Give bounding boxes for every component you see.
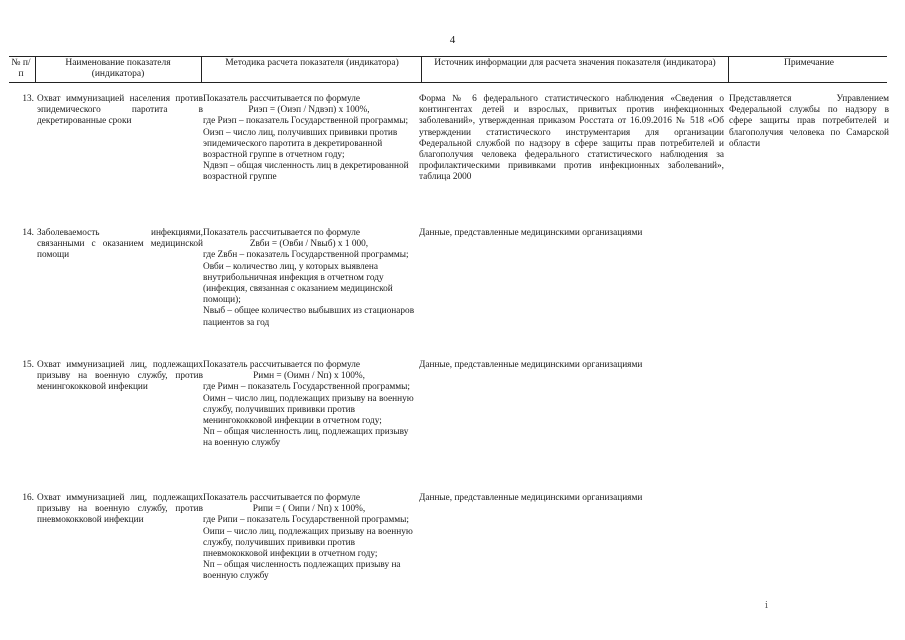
calculation-method xyxy=(203,228,415,329)
row-number: 13. xyxy=(22,94,34,104)
method-line: Показатель рассчитывается по формуле xyxy=(203,94,361,104)
method-formula: Рипи = ( Оипи / Nп) х 100%, xyxy=(252,504,366,515)
header-source: Источник информации для расчета значения показателя (индикатора) xyxy=(434,58,716,68)
row-number: 16. xyxy=(22,493,34,503)
method-line: Nп – общая численность лиц, подлежащих призыву на военную службу xyxy=(203,427,409,449)
indicator-name: Охват иммунизацией населения против эпидемического паротита в декретированные сроки xyxy=(37,94,203,127)
method-formula: Риэп = (Оиэп / Nдвэп) х 100%, xyxy=(248,105,370,116)
method-line: Оимн – число лиц, подлежащих призыву на военную службу, получивших прививки против менингококковой инфекции в отчетном году; xyxy=(203,393,414,427)
method-line: Показатель рассчитывается по формуле xyxy=(203,360,361,370)
method-line: где Рипи – показатель Государственной программы; xyxy=(203,515,410,526)
method-line: Nп – общая численность подлежащих призыву на военную службу xyxy=(203,560,401,582)
method-line: Оипи – число лиц, подлежащих призыву на военную службу, получивших прививки против пневмококковой инфекции в отчетном году; xyxy=(203,526,413,560)
scan-mark: ⅰ xyxy=(765,600,768,610)
method-formula: Римн = (Оимн / Nп) х 100%, xyxy=(253,371,365,382)
method-line: Показатель рассчитывается по формуле xyxy=(203,228,361,238)
information-source: Данные, представленные медицинскими организациями xyxy=(419,228,643,238)
method-line: где Zвбн – показатель Государственной программы; xyxy=(203,250,409,261)
row-number: 14. xyxy=(22,228,34,238)
table-header xyxy=(9,56,887,83)
row-number: 15. xyxy=(22,360,34,370)
header-num: № п/п xyxy=(11,58,31,79)
method-line: Оиэп – число лиц, получивших прививки против эпидемического паротита в декретированной возрастной группе в отчетном году; xyxy=(203,127,398,161)
method-line: Nдвэп – общая численность лиц в декретированной возрастной группе xyxy=(203,161,409,183)
method-line: Nвыб – общее количество выбывших из стационаров пациентов за год xyxy=(203,306,415,328)
header-note: Примечание xyxy=(783,58,835,68)
calculation-method xyxy=(203,493,415,583)
indicator-name: Охват иммунизацией лиц, подлежащих призыву на военную службу, против менингококковой инфекции xyxy=(37,360,203,393)
information-source: Данные, представленные медицинскими организациями xyxy=(419,493,643,503)
information-source: Данные, представленные медицинскими организациями xyxy=(419,360,643,370)
header-name: Наименование показателя (индикатора) xyxy=(65,58,171,79)
indicator-name: Заболеваемость инфекциями, связанными с оказанием медицинской помощи xyxy=(37,228,203,261)
method-line: Показатель рассчитывается по формуле xyxy=(203,493,361,503)
method-line: где Риэп – показатель Государственной программы; xyxy=(203,116,409,127)
header-method: Методика расчета показателя (индикатора) xyxy=(225,58,399,68)
page-number: 4 xyxy=(449,34,456,46)
method-line: где Римн – показатель Государственной программы; xyxy=(203,382,410,393)
calculation-method xyxy=(203,94,415,184)
information-source: Форма № 6 федерального статистического наблюдения «Сведения о контингентах детей и взрослых, привитых против инфекционных заболеваний», утвержденная приказом Росстата от 16.09.2016 № 518 «Об утверждении статистического инструментария для организации Федеральной службой по надзору в сфере защиты прав потребителей и благополучия человека федерального статистического наблюдения за профилактическими прививками против инфекционных заболеваний», таблица 2000 xyxy=(419,94,724,183)
indicator-name: Охват иммунизацией лиц, подлежащих призыву на военную службу, против пневмококковой инфекции xyxy=(37,493,203,526)
note: Представляется Управлением Федеральной службы по надзору в сфере защиты прав потребителей и благополучия человека по Самарской области xyxy=(729,94,889,149)
method-formula: Zвби = (Овби / Nвыб) х 1 000, xyxy=(249,239,369,250)
calculation-method xyxy=(203,360,415,450)
method-line: Овби – количество лиц, у которых выявлена внутрибольничная инфекция в отчетном году (инфекция, связанная с оказанием медицинской помощи); xyxy=(203,261,393,306)
